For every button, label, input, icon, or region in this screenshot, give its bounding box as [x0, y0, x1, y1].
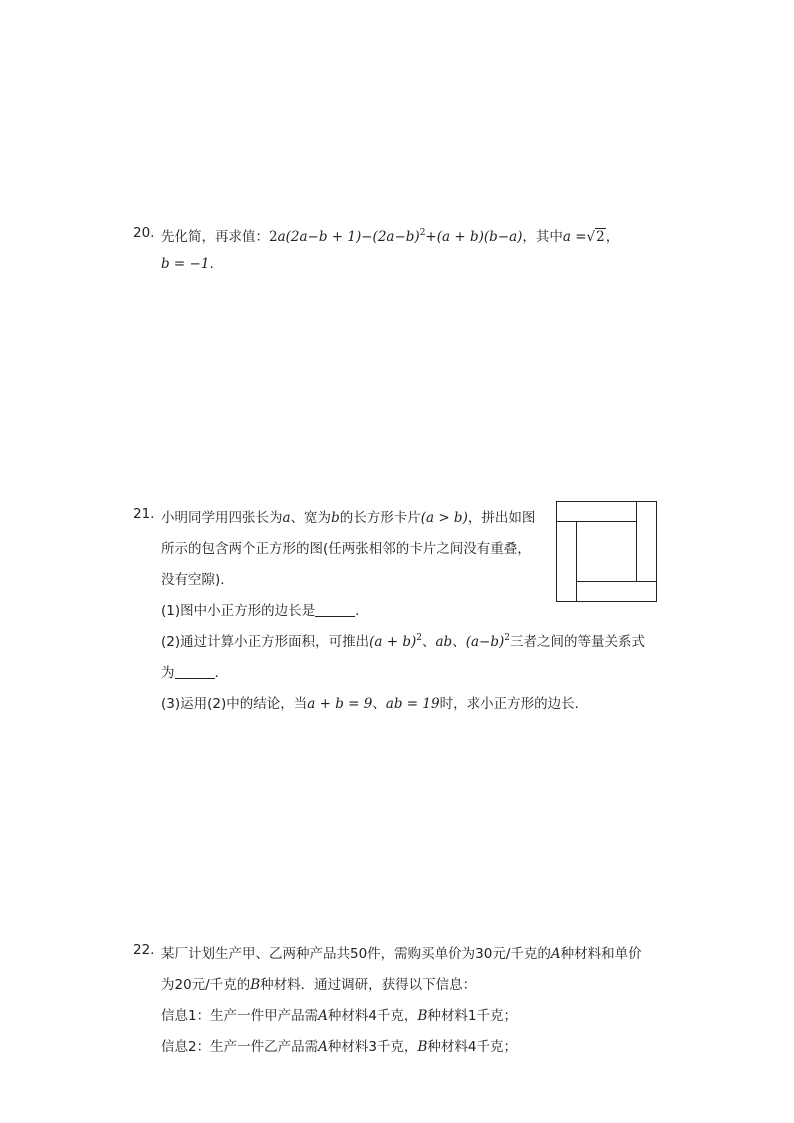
question-line-1 — [161, 506, 535, 526]
sub-question-3 — [161, 692, 579, 712]
text: 种材料4千克， — [327, 1008, 418, 1024]
text: 时，求小正方形的边长. — [439, 696, 579, 712]
separator: 、 — [372, 696, 386, 712]
card-left — [557, 522, 577, 602]
question-number: 22. — [133, 942, 155, 958]
answer-blank — [175, 665, 215, 679]
separator: 、 — [421, 634, 436, 650]
text: 三者之间的等量关系式 — [509, 634, 645, 650]
question-number: 21. — [133, 506, 155, 522]
equation-1: a + b = 9 — [307, 696, 373, 712]
text: 为 — [161, 665, 175, 681]
material-a: A — [318, 1039, 328, 1055]
var-a: a — [282, 510, 291, 526]
exponent: 2 — [419, 228, 426, 238]
card-bottom — [577, 582, 657, 602]
sqrt-radicand: 2 — [596, 229, 605, 245]
sqrt-expression: √2 — [586, 229, 605, 245]
question-line-2 — [161, 256, 214, 272]
question-line-2 — [161, 973, 476, 993]
separator: 、 — [452, 634, 466, 650]
condition: (a > b) — [420, 510, 468, 526]
info-1 — [161, 1004, 517, 1024]
b-value: b = −1 — [161, 256, 210, 272]
question-number: 20. — [133, 225, 155, 241]
answer-blank — [315, 603, 355, 617]
comma: ， — [605, 229, 620, 245]
info-2 — [161, 1035, 517, 1055]
equation-2: ab = 19 — [385, 696, 440, 712]
a-equals: a = — [562, 229, 587, 245]
text: 种材料．通过调研，获得以下信息： — [260, 977, 477, 993]
sub-question-2-cont — [161, 661, 219, 681]
period: . — [209, 256, 214, 272]
text: 没有空隙). — [161, 572, 225, 588]
material-a: A — [318, 1008, 328, 1024]
question-line-3 — [161, 568, 225, 588]
sub-question-2 — [161, 630, 645, 650]
expression-part-2: +(a + b)(b−a) — [425, 229, 523, 245]
question-line-1 — [161, 942, 642, 962]
text: 种材料3千克， — [327, 1039, 418, 1055]
outer-square — [557, 502, 657, 602]
condition-text: ，其中 — [522, 229, 563, 245]
period: . — [214, 665, 219, 681]
text: (3)运用(2)中的结论，当 — [161, 696, 308, 712]
rectangles-figure — [556, 501, 658, 603]
term-1: (a + b) — [369, 634, 417, 650]
exponent: 2 — [504, 633, 510, 643]
text: 某厂计划生产甲、乙两种产品共50件，需购买单价为30元/千克的 — [161, 946, 551, 962]
text: 为20元/千克的 — [161, 977, 251, 993]
card-right — [637, 502, 657, 582]
sub-question-1 — [161, 599, 359, 619]
material-b: B — [417, 1039, 428, 1055]
coefficient: 2 — [269, 229, 278, 245]
material-b: B — [417, 1008, 428, 1024]
text: 种材料1千克； — [427, 1008, 517, 1024]
term-2: ab — [435, 634, 453, 650]
text: ，拼出如图 — [467, 510, 536, 526]
text: 、宽为 — [290, 510, 332, 526]
text: 的长方形卡片 — [339, 510, 421, 526]
text: 信息2：生产一件乙产品需 — [161, 1039, 319, 1055]
question-line-2 — [161, 537, 531, 557]
period: . — [355, 603, 360, 619]
text: (1)图中小正方形的边长是 — [161, 603, 316, 619]
text: 所示的包含两个正方形的图(任两张相邻的卡片之间没有重叠， — [161, 541, 531, 557]
material-a: A — [550, 946, 561, 962]
card-top — [557, 502, 637, 522]
material-b: B — [250, 977, 261, 993]
text: (2)通过计算小正方形面积，可推出 — [161, 634, 370, 650]
term-3: (a−b) — [465, 634, 505, 650]
instruction-text: 先化简，再求值： — [161, 229, 269, 245]
text: 小明同学用四张长为 — [161, 510, 283, 526]
var-b: b — [331, 510, 340, 526]
text: 种材料4千克； — [427, 1039, 517, 1055]
expression-part-1: a(2a−b + 1)−(2a−b) — [277, 229, 420, 245]
text: 信息1：生产一件甲产品需 — [161, 1008, 319, 1024]
text: 种材料和单价 — [560, 946, 642, 962]
question-line-1 — [161, 225, 619, 245]
exponent: 2 — [416, 633, 422, 643]
